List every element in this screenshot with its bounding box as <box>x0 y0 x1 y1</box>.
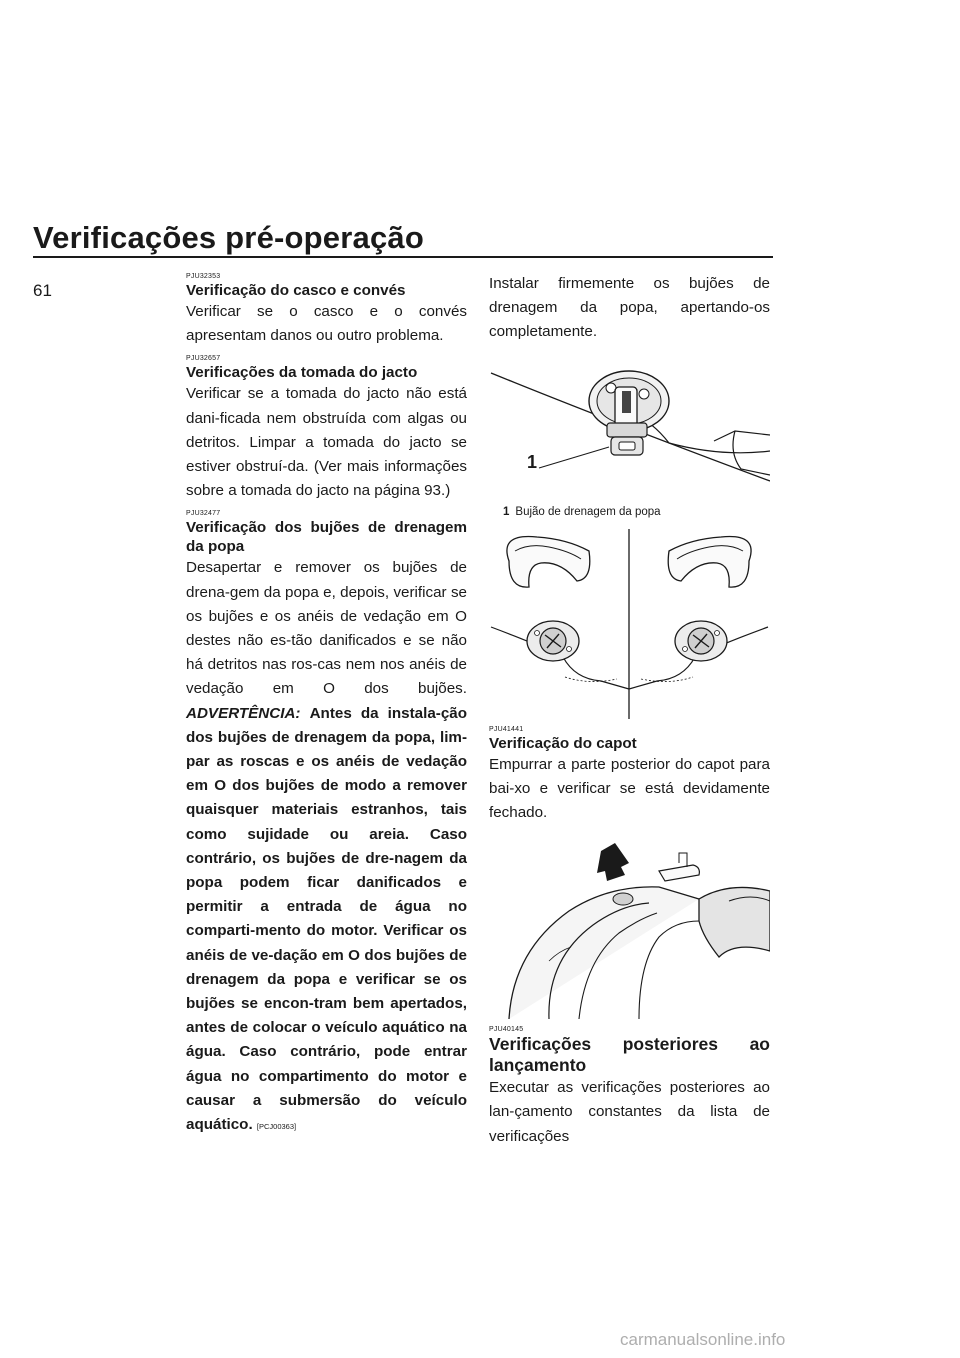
section-heading-post-launch: Verificações posteriores ao lançamento <box>489 1034 770 1076</box>
figure-caption <box>503 505 770 519</box>
watermark: carmanualsonline.info <box>620 1330 786 1349</box>
watercraft-hood-illustration <box>489 841 770 1019</box>
section-heading-drain-plugs: Verificação dos bujões de drenagem da popa <box>186 519 467 556</box>
section-heading-jet-intake: Verificações da tomada do jacto <box>186 364 418 382</box>
title-divider <box>33 256 773 258</box>
section-code: PJU41441 <box>489 725 524 733</box>
right-column <box>489 272 770 1149</box>
section-heading-hood: Verificação do capot <box>489 734 637 752</box>
section-body-hood: Empurrar a parte posterior do capot para bai-xo e verificar se está devidamente fechado. <box>489 755 770 822</box>
section-code: PJU32477 <box>186 510 221 518</box>
warning-text: Antes da instala-ção dos bujões de drenagem da popa, lim-par as roscas e os anéis de vedação em O dos bujões de modo a remover quaisquer materiais estranhos, tais como sujidade ou areia. Caso contrário, os bujões de dre-nagem da popa podem ficar danificados e permitir a entrada de água no comparti-mento do motor. Verificar os anéis de ve-dação em O dos bujões de drenagem da popa e verificar se os bujões se encon-tram bem apertados, antes de colocar o veículo aquático na água. Caso contrário, pode entrar água no compartimento do motor e causar a submersão do veículo aquático. <box>186 704 467 1134</box>
install-plugs-text: Instalar firmemente os bujões de drenagem da popa, apertando-os completamente. <box>489 275 770 341</box>
page-number: 61 <box>33 281 52 300</box>
section-code: PJU32353 <box>186 273 221 280</box>
drain-plugs-pair-illustration <box>489 529 770 719</box>
warning-label: ADVERTÊNCIA: <box>186 704 301 722</box>
caption-number: 1 <box>503 505 510 518</box>
section-body-drain-plugs <box>186 556 467 1139</box>
callout-number: 1 <box>527 452 538 472</box>
caption-text: Bujão de drenagem da popa <box>515 505 661 518</box>
section-body-post-launch: Executar as verificações posteriores ao lan-çamento constantes da lista de verificações <box>489 1079 770 1145</box>
section-code: PJU40145 <box>489 1026 524 1034</box>
warning-reference-code: [PCJ00363] <box>256 1122 297 1132</box>
left-column <box>186 272 467 1139</box>
page-title: Verificações pré-operação <box>33 220 424 255</box>
section-code: PJU32657 <box>186 355 221 363</box>
section-heading-hull: Verificação do casco e convés <box>186 282 406 299</box>
drain-plug-illustration <box>489 361 770 501</box>
drain-plugs-text: Desapertar e remover os bujões de drena-gem da popa e, depois, verificar se os bujões e os anéis de vedação em O destes não es-tão danificados e se não há detritos nas ros-cas nem nos anéis de vedação em O dos bujões. <box>186 559 467 698</box>
section-body-hull: Verificar se o casco e o convés apresentam danos ou outro problema. <box>186 303 467 345</box>
section-body-jet-intake: Verificar se a tomada do jacto não está dani-ficada nem obstruída com algas ou detritos. Limpar a tomada do jacto se estiver obstruí-da. (Ver mais informações sobre a tomada do jacto na página 93.) <box>186 385 467 500</box>
